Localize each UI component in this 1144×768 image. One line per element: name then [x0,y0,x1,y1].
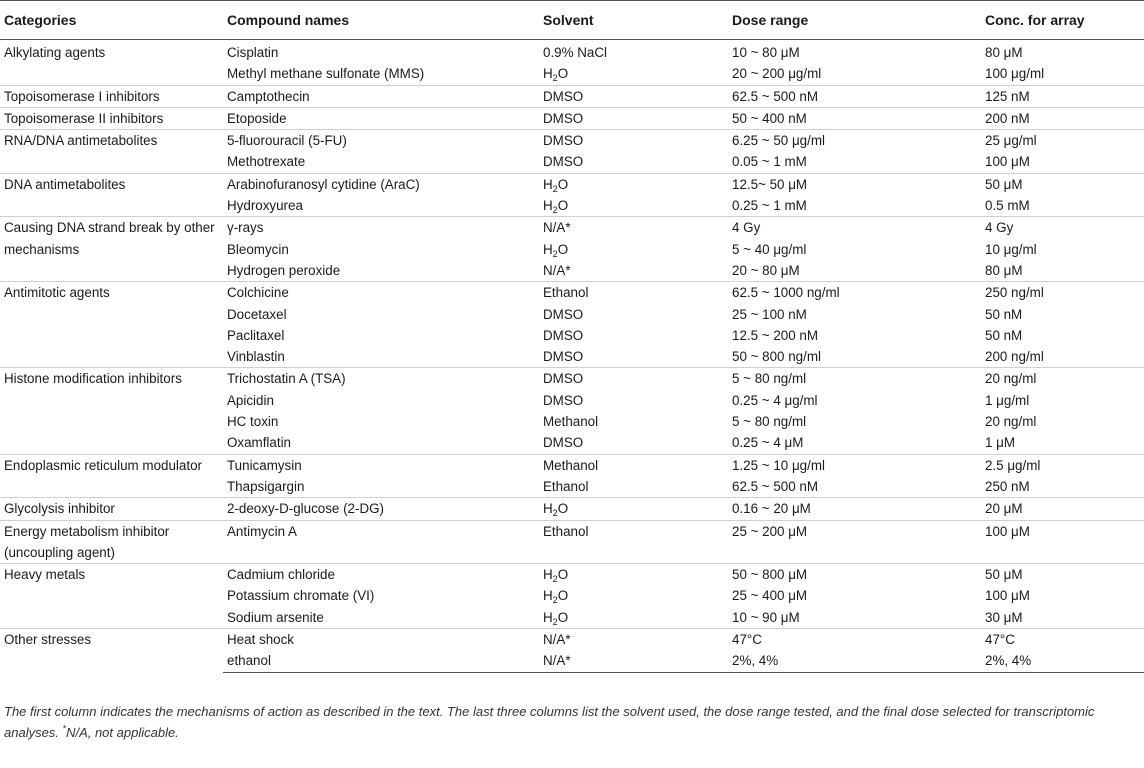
conc-for-array-cell: 2.5 μg/ml [981,454,1144,476]
table-row [0,629,1144,651]
solvent-cell: N/A* [539,217,728,239]
category-cell: Other stresses [0,629,223,673]
compound-name-cell: Tunicamysin [223,454,539,476]
solvent-cell: N/A* [539,629,728,651]
solvent-cell: 0.9% NaCl [543,45,608,60]
table-row [0,520,1144,542]
compound-name-cell: 5-fluorouracil (5-FU) [223,130,539,152]
dose-range-cell: 25 ~ 200 μM [728,520,981,542]
conc-for-array-cell: 100 μM [985,588,1030,604]
compound-name-cell: Heat shock [223,629,539,651]
conc-for-array-cell: 200 nM [981,107,1144,129]
dose-range-cell: 0.25 ~ 4 μM [732,435,804,451]
compound-name-cell [223,542,539,564]
solvent-cell: $H_2O$ [543,588,569,606]
conc-for-array-cell: 125 nM [981,85,1144,107]
conc-for-array-cell: 80 μM [985,45,1023,60]
solvent-cell: Methanol [543,414,599,430]
compound-name-cell: Cisplatin [227,45,279,60]
table-footnote [4,701,1140,743]
solvent-cell: DMSO [539,107,728,129]
category-cell: Topoisomerase II inhibitors [0,107,223,129]
conc-for-array-cell: 250 ng/ml [981,282,1144,304]
category-cell: DNA antimetabolites [0,173,223,217]
solvent-cell: N/A* [543,262,571,278]
compound-name-cell: Vinblastin [227,349,285,365]
footnote-marker: * [62,723,67,734]
dose-range-cell: 62.5 ~ 500 nM [728,85,981,107]
conc-for-array-cell [981,542,1144,564]
conc-for-array-cell: 20 ng/ml [981,368,1144,390]
header-compound-names: Compound names [223,1,539,40]
table-row [0,107,1144,129]
category-cell: Glycolysis inhibitor [0,498,223,520]
dose-range-cell: 0.16 ~ 20 μM [728,498,981,520]
footnote-main: The first column indicates the mechanisms of action as described in the text. The last three columns list the solvent used, the dose range tested, and the final dose selected for transcriptomic analyses. [4,704,1095,740]
dose-range-cell: 10 ~ 90 μM [732,609,800,625]
compound-name-cell: HC toxin [227,414,279,430]
table-row [0,173,1144,195]
conc-for-array-cell: 25 μg/ml [981,130,1144,152]
dose-range-cell: 25 ~ 400 μM [732,588,808,604]
solvent-cell: Methanol [539,454,728,476]
compound-name-cell: Colchicine [223,282,539,304]
compound-name-cell: γ-rays [223,217,539,239]
solvent-cell: DMSO [539,85,728,107]
table-row [0,564,1144,586]
header-solvent: Solvent [539,1,728,40]
table-row [0,85,1144,107]
header-categories: Categories [0,1,223,40]
dose-range-cell: 50 ~ 800 μM [728,564,981,586]
conc-for-array-cell: 20 ng/ml [985,414,1037,430]
dose-range-cell: 0.05 ~ 1 mM [732,154,807,170]
solvent-cell: DMSO [543,392,584,408]
conc-for-array-cell: 50 nM [985,327,1023,343]
conc-for-array-cell: 30 μM [985,609,1023,625]
conc-for-array-cell: 50 nM [985,306,1023,322]
solvent-cell: Ethanol [539,282,728,304]
table-row [0,217,1144,239]
table-row [0,454,1144,476]
compound-name-cell: Apicidin [227,392,274,408]
dose-range-cell: 5 ~ 80 ng/ml [728,368,981,390]
compound-name-cell: Trichostatin A (TSA) [223,368,539,390]
conc-for-array-cell: 4 Gy [981,217,1144,239]
conc-for-array-cell: 1 μM [985,435,1016,451]
dose-range-cell: 20 ~ 80 μM [732,262,800,278]
solvent-cell: DMSO [543,349,584,365]
solvent-cell: $H_2O$ [543,241,569,259]
category-cell: Endoplasmic reticulum modulator [0,454,223,498]
compound-name-cell: Cadmium chloride [223,564,539,586]
dose-range-cell: 62.5 ~ 1000 ng/ml [728,282,981,304]
solvent-cell: Ethanol [543,478,589,494]
compound-name-cell: Etoposide [223,107,539,129]
table-row [0,282,1144,304]
solvent-cell: DMSO [543,306,584,322]
category-cell: Topoisomerase I inhibitors [0,85,223,107]
header-conc-for-array: Conc. for array [981,1,1144,40]
conc-for-array-cell: 100 μM [981,520,1144,542]
header-dose-range: Dose range [728,1,981,40]
dose-range-cell: 5 ~ 80 ng/ml [732,414,807,430]
compound-name-cell: Docetaxel [227,306,287,322]
compound-name-cell: Oxamflatin [227,435,291,451]
compound-name-cell: Hydroxyurea [227,198,303,214]
compound-name-cell: Paclitaxel [227,327,285,343]
dose-range-cell: 12.5 ~ 200 nM [732,327,818,343]
compound-name-cell: Antimycin A [223,520,539,542]
conc-for-array-cell: 50 μM [981,173,1144,195]
solvent-cell: DMSO [539,368,728,390]
category-cell: Heavy metals [0,564,223,629]
dose-range-cell: 50 ~ 800 ng/ml [732,349,821,365]
compound-name-cell: 2-deoxy-D-glucose (2-DG) [223,498,539,520]
table-row [0,130,1144,152]
compound-name-cell: Thapsigargin [227,478,305,494]
conc-for-array-cell: 20 μM [981,498,1144,520]
category-cell: Alkylating agents [4,45,106,60]
table-row [0,368,1144,390]
conc-for-array-cell: 200 ng/ml [985,349,1044,365]
compound-name-cell: Camptothecin [223,85,539,107]
solvent-cell: $H_2O$ [539,173,728,195]
solvent-cell: $H_2O$ [539,564,728,586]
compound-name-cell: Methyl methane sulfonate (MMS) [227,66,425,82]
category-cell: Causing DNA strand break by other mechanisms [0,217,223,282]
dose-range-cell: 50 ~ 400 nM [728,107,981,129]
solvent-cell: Ethanol [539,520,728,542]
compound-name-cell: Sodium arsenite [227,609,324,625]
table-body [0,40,1144,673]
footnote-na: N/A, not applicable. [66,725,179,740]
conc-for-array-cell: 250 nM [985,478,1030,494]
conc-for-array-cell: 0.5 mM [985,198,1030,214]
table-row [0,498,1144,520]
conc-for-array-cell: 1 μg/ml [985,392,1030,408]
header-row [0,1,1144,40]
dose-range-cell: 1.25 ~ 10 μg/ml [728,454,981,476]
conc-for-array-cell: 100 μM [985,154,1030,170]
solvent-cell: $H_2O$ [539,498,728,520]
dose-range-cell: 0.25 ~ 1 mM [732,198,807,214]
solvent-cell: $H_2O$ [543,198,569,216]
compound-name-cell: ethanol [223,650,539,672]
conc-for-array-cell: 100 μg/ml [985,66,1045,82]
conc-for-array-cell: 80 μM [985,262,1023,278]
category-cell: Energy metabolism inhibitor (uncoupling agent) [0,520,223,564]
dose-range-cell: 2%, 4% [728,650,981,672]
table-row [0,40,1144,64]
category-cell: Histone modification inhibitors [0,368,223,454]
compound-name-cell: Hydrogen peroxide [227,262,341,278]
compound-name-cell: Arabinofuranosyl cytidine (AraC) [223,173,539,195]
dose-range-cell: 5 ~ 40 μg/ml [732,241,807,257]
dose-range-cell: 62.5 ~ 500 nM [732,478,818,494]
dose-range-cell: 25 ~ 100 nM [732,306,807,322]
conc-for-array-cell: 10 μg/ml [985,241,1037,257]
compound-name-cell: Methotrexate [227,154,306,170]
dose-range-cell: 4 Gy [728,217,981,239]
solvent-cell: DMSO [543,154,584,170]
conc-for-array-cell: 47°C [981,629,1144,651]
solvent-cell: DMSO [539,130,728,152]
solvent-cell: $H_2O$ [543,609,569,627]
category-cell: Antimitotic agents [0,282,223,368]
conc-for-array-cell: 50 μM [981,564,1144,586]
conc-for-array-cell: 2%, 4% [981,650,1144,672]
solvent-cell: DMSO [543,435,584,451]
solvent-cell: $H_2O$ [543,66,569,84]
dose-range-cell: 12.5~ 50 μM [728,173,981,195]
dose-range-cell: 20 ~ 200 μg/ml [732,66,822,82]
compound-name-cell: Potassium chromate (VI) [227,588,375,604]
solvent-cell [539,542,728,564]
dose-range-cell: 10 ~ 80 μM [732,45,800,60]
solvent-cell: DMSO [543,327,584,343]
category-cell: RNA/DNA antimetabolites [0,130,223,174]
dose-range-cell: 0.25 ~ 4 μg/ml [732,392,818,408]
dose-range-cell [728,542,981,564]
dose-range-cell: 47°C [728,629,981,651]
compound-name-cell: Bleomycin [227,241,289,257]
solvent-cell: N/A* [539,650,728,672]
dose-range-cell: 6.25 ~ 50 μg/ml [728,130,981,152]
